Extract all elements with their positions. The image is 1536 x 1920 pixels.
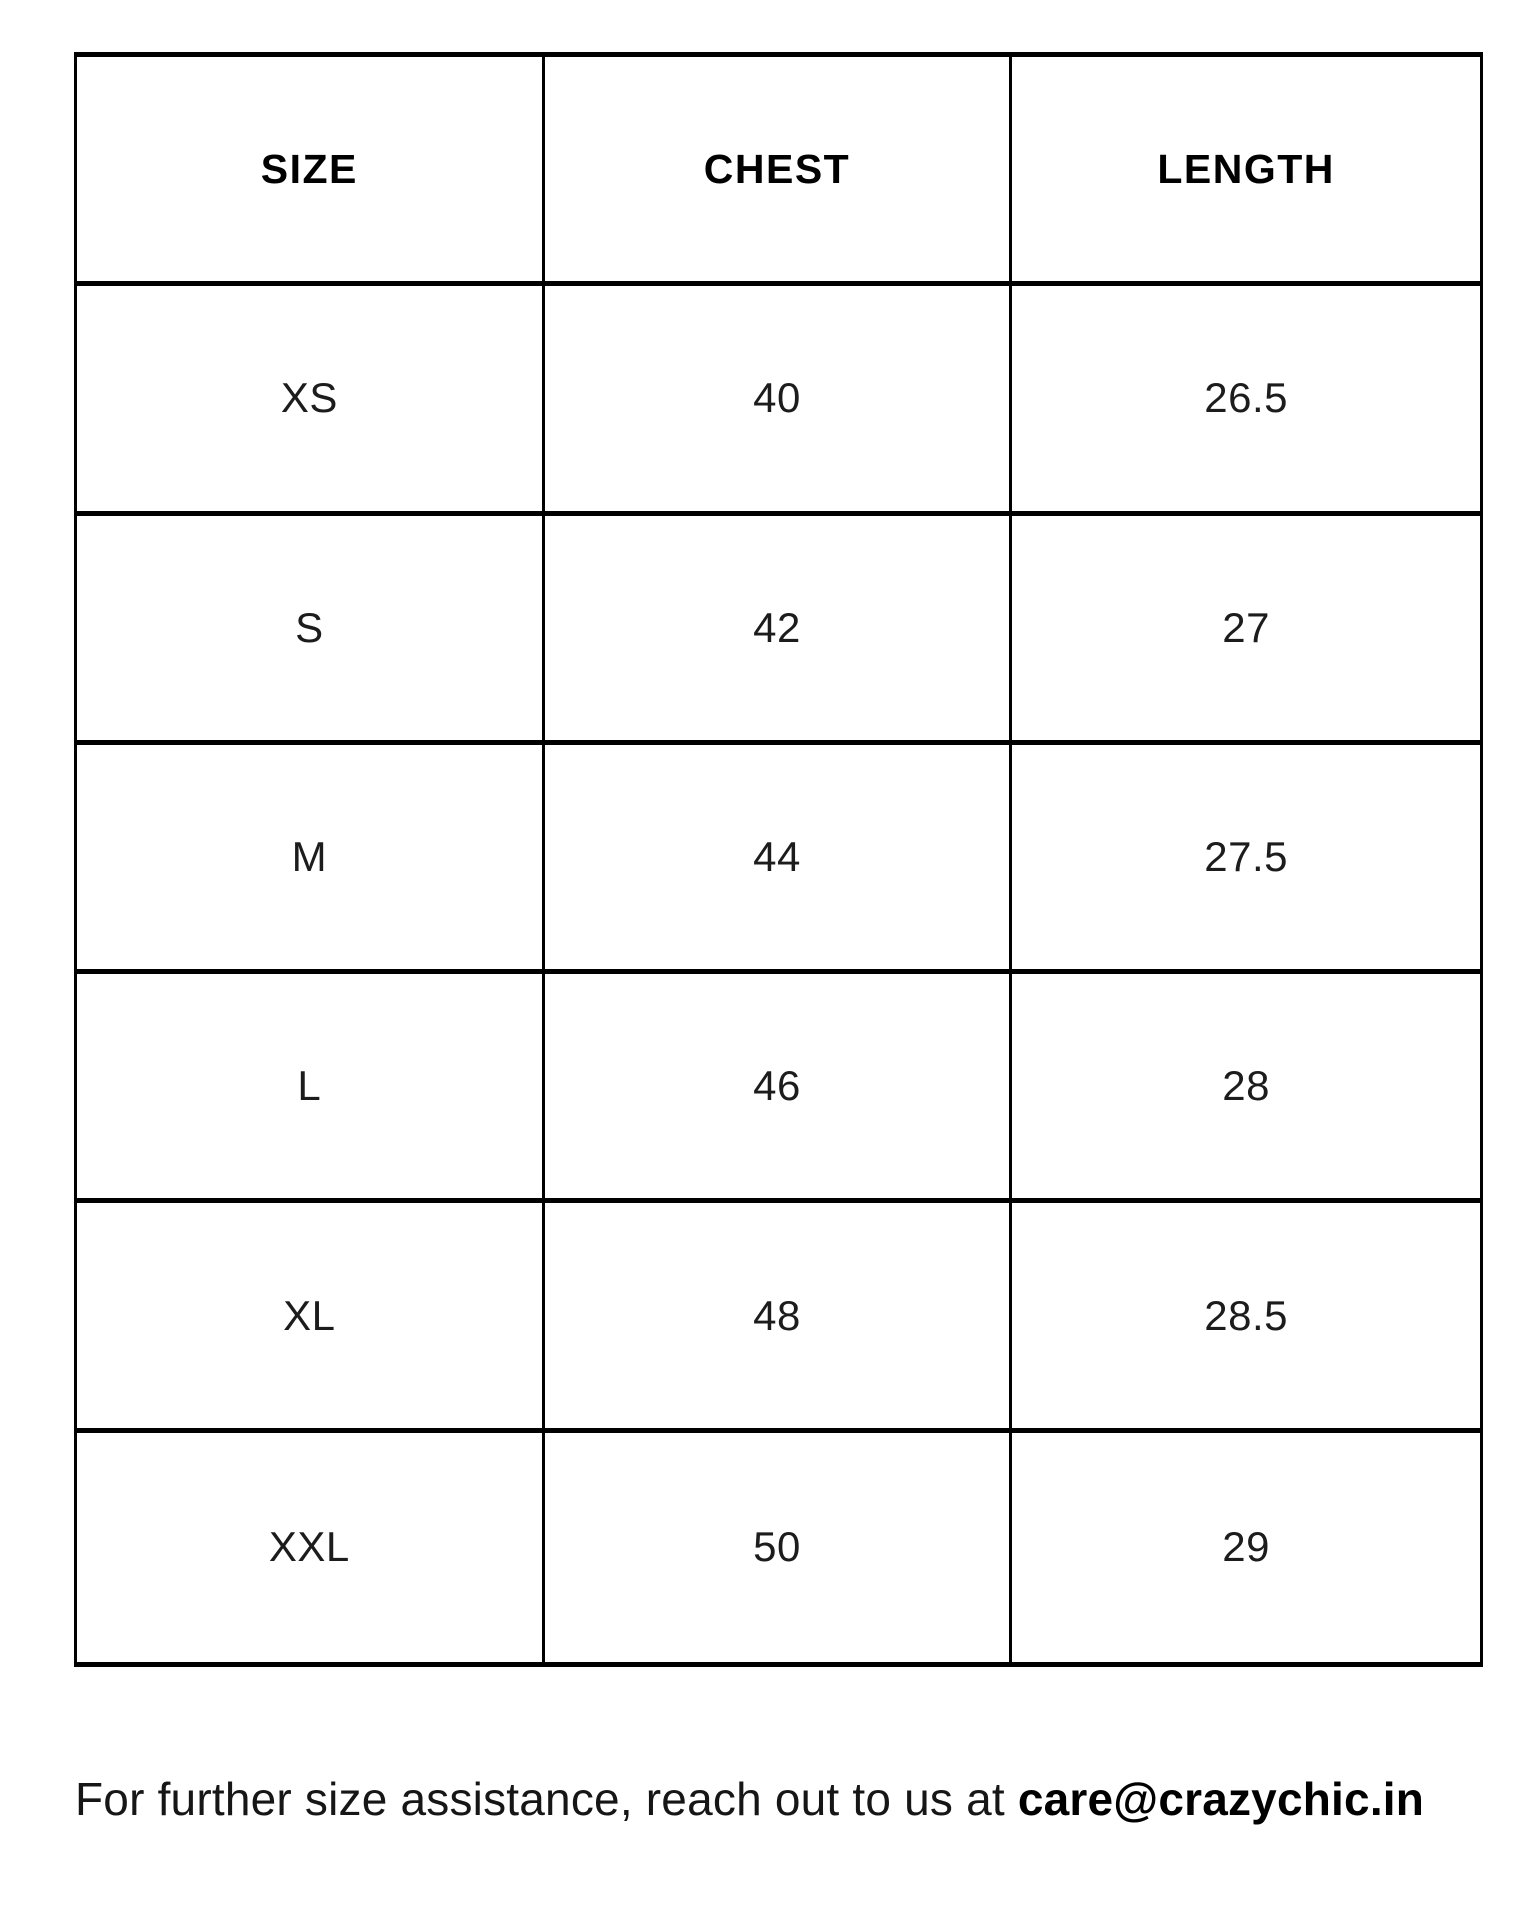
cell-length-s: 27: [1012, 516, 1480, 745]
size-assistance-text: For further size assistance, reach out to us at: [75, 1773, 1018, 1825]
cell-length-l: 28: [1012, 974, 1480, 1203]
cell-length-xs: 26.5: [1012, 286, 1480, 515]
header-cell-chest: CHEST: [545, 57, 1013, 286]
size-chart-table: [74, 52, 1483, 1667]
cell-chest-l: 46: [545, 974, 1013, 1203]
cell-length-m: 27.5: [1012, 745, 1480, 974]
cell-chest-xl: 48: [545, 1203, 1013, 1432]
cell-size-l: L: [77, 974, 545, 1203]
support-email: care@crazychic.in: [1017, 1773, 1425, 1825]
cell-chest-xs: 40: [545, 286, 1013, 515]
cell-size-m: M: [77, 745, 545, 974]
cell-size-xxl: XXL: [77, 1433, 545, 1662]
cell-size-xs: XS: [77, 286, 545, 515]
header-cell-size: SIZE: [77, 57, 545, 286]
cell-chest-s: 42: [545, 516, 1013, 745]
cell-length-xl: 28.5: [1012, 1203, 1480, 1432]
size-assistance-note: [75, 1772, 1495, 1826]
cell-chest-m: 44: [545, 745, 1013, 974]
cell-size-s: S: [77, 516, 545, 745]
cell-size-xl: XL: [77, 1203, 545, 1432]
header-cell-length: LENGTH: [1012, 57, 1480, 286]
cell-length-xxl: 29: [1012, 1433, 1480, 1662]
cell-chest-xxl: 50: [545, 1433, 1013, 1662]
